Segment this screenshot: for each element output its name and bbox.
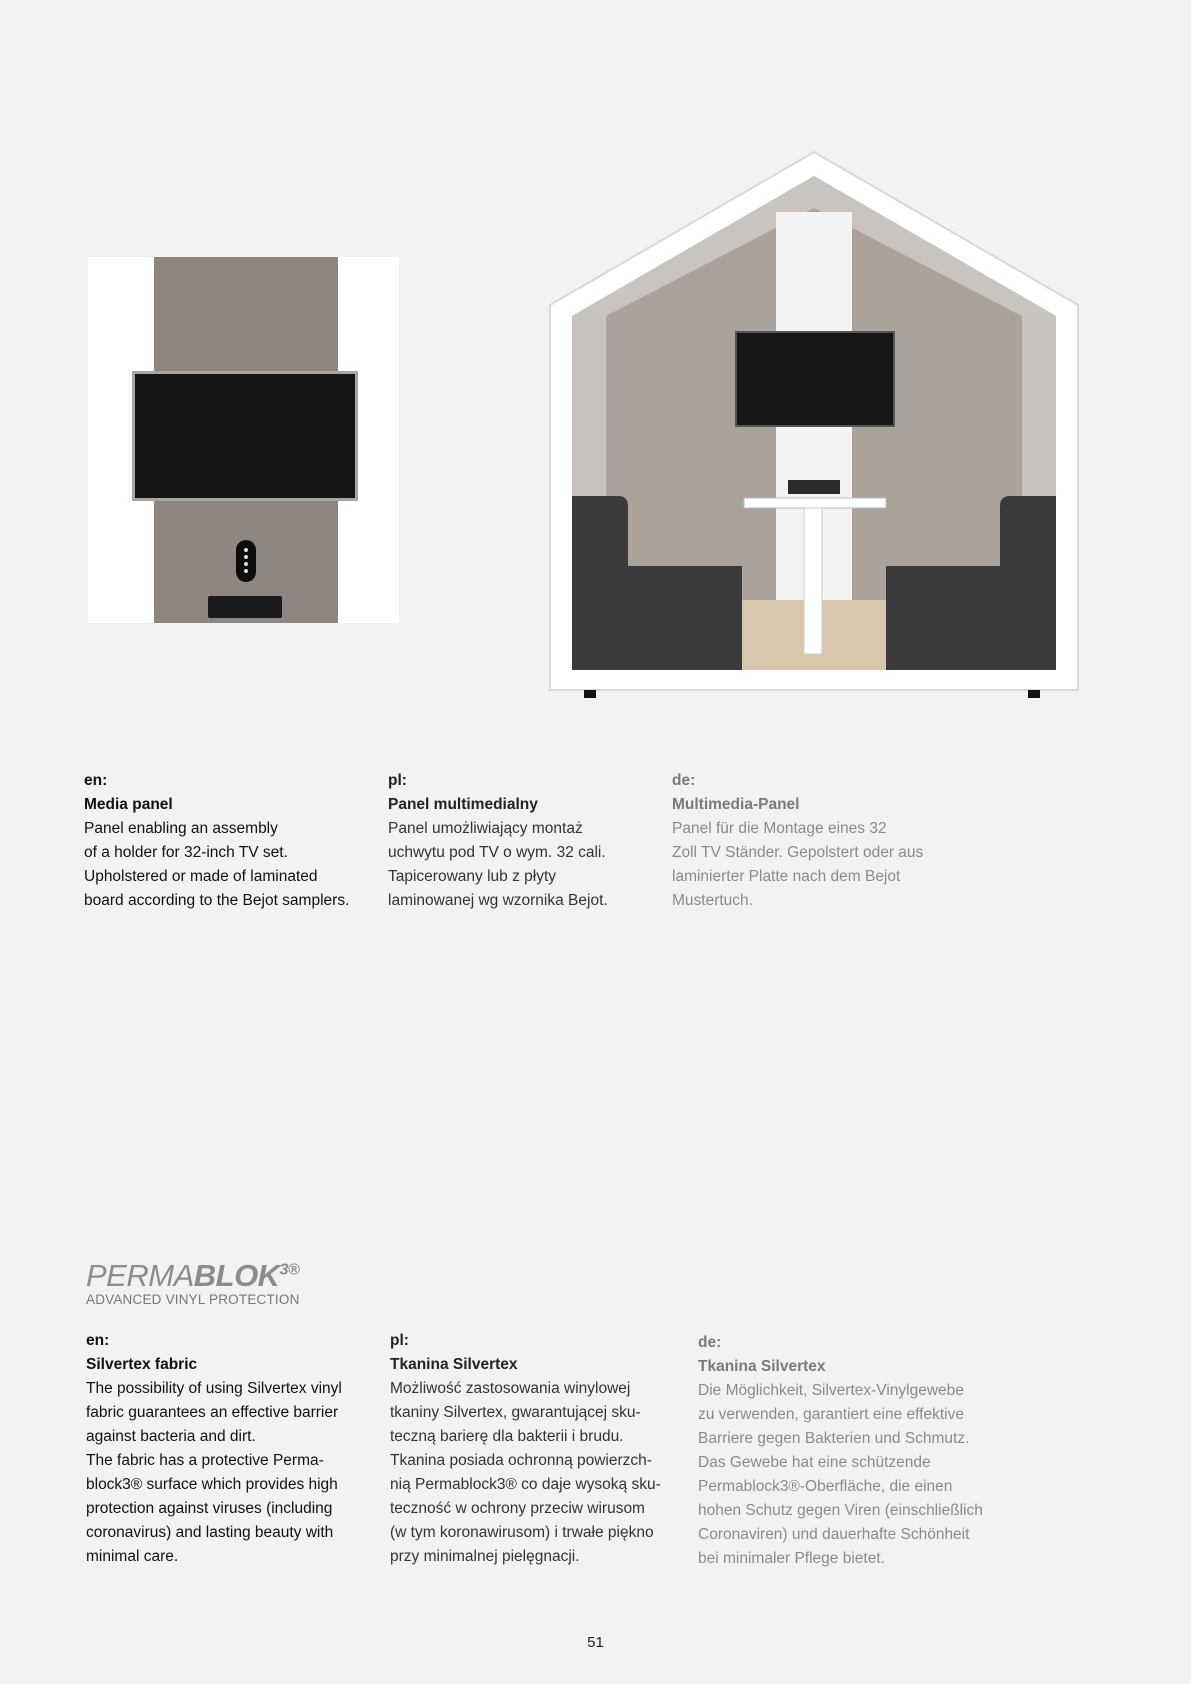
booth-photo: [548, 150, 1080, 710]
heading: Tkanina Silvertex: [390, 1356, 518, 1373]
lang-label: de:: [698, 1334, 722, 1351]
lang-label: pl:: [390, 1332, 409, 1349]
lang-label: pl:: [388, 772, 407, 789]
heading: Panel multimedialny: [388, 796, 538, 813]
tv-screen: [132, 371, 358, 501]
media-panel-photo: [88, 257, 399, 623]
wordmark-light: PERMA: [86, 1258, 194, 1293]
permablok-wordmark: [86, 1258, 300, 1294]
wordmark-superscript: 3®: [279, 1261, 300, 1279]
description: Panel umożliwiający montaż uchwytu pod TV o wym. 32 cali. Tapicerowany lub z płyty laminowanej wg wzornika Bejot.: [388, 820, 608, 909]
description: Panel für die Montage eines 32 Zoll TV Ständer. Gepolstert oder aus laminierter Platte nach dem Bejot Mustertuch.: [672, 820, 924, 909]
table-leg: [804, 508, 822, 654]
media-panel-de: [672, 769, 972, 913]
booth-socket-icon: [788, 480, 840, 494]
media-panel-en: [84, 769, 384, 913]
booth-tv: [736, 332, 894, 426]
lang-label: en:: [84, 772, 108, 789]
description: Die Möglichkeit, Silvertex-Vinylgewebe zu verwenden, garantiert eine effektive Barriere gegen Bakterien und Schmutz. Das Gewebe hat eine schützende Permablock3®-Oberfläche, die einen hohen Schutz gegen Viren (einschließlich Coronaviren) und dauerhafte Schönheit bei minimaler Pflege bietet.: [698, 1382, 983, 1567]
booth-foot-left: [584, 690, 596, 698]
silvertex-en: [86, 1329, 386, 1569]
power-socket-icon: [208, 596, 282, 618]
remote-control-icon: [236, 540, 256, 582]
heading: Multimedia-Panel: [672, 796, 800, 813]
table-top: [744, 498, 886, 508]
booth-foot-right: [1028, 690, 1040, 698]
silvertex-pl: [390, 1329, 680, 1569]
description: Możliwość zastosowania winylowej tkaniny Silvertex, gwarantującej sku- teczną barierę dla bakterii i brudu. Tkanina posiada ochronną powierzch- nią Permablock3® co daje wysoką sku- teczność w ochrony przeciw wirusom (w tym koronawirusom) i trwałe piękno przy minimalnej pielęgnacji.: [390, 1380, 661, 1565]
heading: Silvertex fabric: [86, 1356, 198, 1373]
media-panel-pl: [388, 769, 658, 913]
lang-label: en:: [86, 1332, 110, 1349]
page-number: 51: [587, 1634, 604, 1651]
permablok-logo: [86, 1258, 300, 1307]
heading: Tkanina Silvertex: [698, 1358, 826, 1375]
silvertex-de: [698, 1331, 1008, 1571]
permablok-tagline: ADVANCED VINYL PROTECTION: [86, 1292, 300, 1307]
lang-label: de:: [672, 772, 696, 789]
description: Panel enabling an assembly of a holder for 32-inch TV set. Upholstered or made of laminated board according to the Bejot samplers.: [84, 820, 350, 909]
description: The possibility of using Silvertex vinyl fabric guarantees an effective barrier against bacteria and dirt. The fabric has a protective Perma- block3® surface which provides high protection against viruses (including coronavirus) and lasting beauty with minimal care.: [86, 1380, 342, 1565]
heading: Media panel: [84, 796, 173, 813]
wordmark-bold: BLOK: [193, 1258, 280, 1293]
